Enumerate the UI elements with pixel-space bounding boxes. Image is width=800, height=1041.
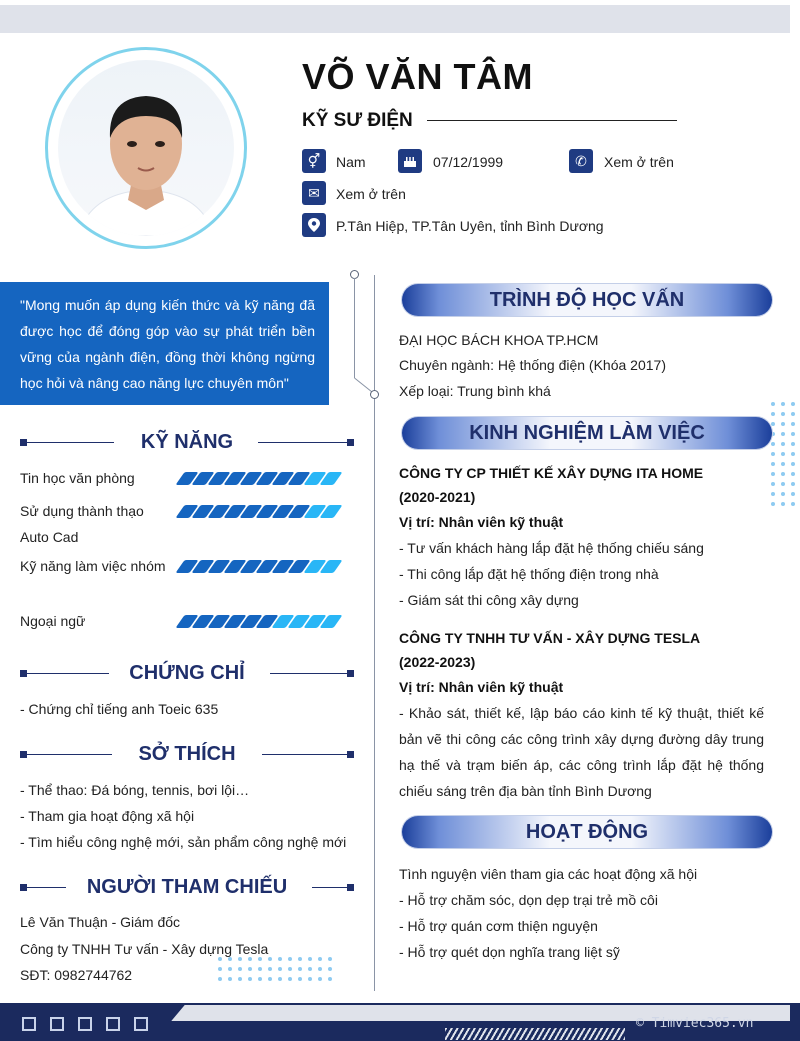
decorative-dot xyxy=(781,472,785,476)
phone-value: Xem ở trên xyxy=(604,154,674,170)
hobbies-title: SỞ THÍCH xyxy=(138,743,236,765)
section-line xyxy=(270,673,352,674)
reference-item: Công ty TNHH Tư vấn - Xây dựng Tesla xyxy=(20,941,269,957)
footer-square xyxy=(78,1017,92,1031)
job-position: Vị trí: Nhân viên kỹ thuật xyxy=(399,679,564,695)
job-period: (2020-2021) xyxy=(399,489,476,505)
decorative-dot xyxy=(771,402,775,406)
job-task: - Tư vấn khách hàng lắp đặt hệ thống chiếu sáng xyxy=(399,540,704,556)
decorative-dot xyxy=(791,462,795,466)
job-title: KỸ SƯ ĐIỆN xyxy=(302,110,413,131)
decorative-dot xyxy=(218,957,222,961)
activity-item: - Hỗ trợ quét dọn nghĩa trang liệt sỹ xyxy=(399,944,620,960)
decorative-dot xyxy=(268,957,272,961)
decorative-dot xyxy=(781,412,785,416)
decorative-dot xyxy=(791,482,795,486)
activity-item: Tình nguyện viên tham gia các hoạt động xã hội xyxy=(399,866,698,882)
decorative-dot xyxy=(308,967,312,971)
timeline-node xyxy=(370,390,379,399)
career-objective: "Mong muốn áp dụng kiến thức và kỹ năng đã được học để đóng góp vào sự phát triển bền vững của ngành điện, đồng thời không ngừng học hỏi và nâng cao năng lực chuyên môn" xyxy=(0,282,329,405)
section-line xyxy=(24,442,114,443)
skill-label: Kỹ năng làm việc nhóm xyxy=(20,558,166,574)
decorative-dot xyxy=(288,977,292,981)
decorative-dot xyxy=(228,967,232,971)
experience-title: KINH NGHIỆM LÀM VIỆC xyxy=(469,422,705,444)
reference-item: SĐT: 0982744762 xyxy=(20,967,133,983)
decorative-dot-grid xyxy=(771,402,795,506)
decorative-dot xyxy=(228,957,232,961)
decorative-dot xyxy=(791,472,795,476)
gender-value: Nam xyxy=(336,154,366,170)
birthday-cake-icon xyxy=(398,149,422,173)
job-period: (2022-2023) xyxy=(399,654,476,670)
decorative-dot xyxy=(781,492,785,496)
skill-label: Sử dụng thành thạo Auto Cad xyxy=(20,503,144,545)
decorative-dot xyxy=(258,977,262,981)
references-title: NGƯỜI THAM CHIẾU xyxy=(86,876,288,898)
decorative-dot xyxy=(791,502,795,506)
title-divider xyxy=(427,120,677,121)
decorative-dot xyxy=(278,977,282,981)
portrait-image xyxy=(58,60,234,236)
decorative-dot xyxy=(771,482,775,486)
education-title: TRÌNH ĐỘ HỌC VẤN xyxy=(489,289,685,311)
section-line xyxy=(24,673,109,674)
skill-rating-bar xyxy=(180,505,338,518)
section-marker xyxy=(347,884,354,891)
address-value: P.Tân Hiệp, TP.Tân Uyên, tỉnh Bình Dương xyxy=(336,218,604,234)
footer-hatch xyxy=(445,1028,625,1040)
skill-rating-bar xyxy=(180,560,338,573)
decorative-dot xyxy=(278,967,282,971)
certificate-item: - Chứng chỉ tiếng anh Toeic 635 xyxy=(20,701,219,717)
decorative-dot xyxy=(318,977,322,981)
decorative-dot xyxy=(248,967,252,971)
decorative-dot xyxy=(791,422,795,426)
birthday-value: 07/12/1999 xyxy=(433,154,504,170)
decorative-dot xyxy=(771,472,775,476)
decorative-dot xyxy=(238,977,242,981)
job-task: - Giám sát thi công xây dựng xyxy=(399,592,579,608)
candidate-name: VÕ VĂN TÂM xyxy=(302,56,534,97)
decorative-dot xyxy=(248,977,252,981)
decorative-dot-grid xyxy=(218,957,332,981)
decorative-dot xyxy=(328,977,332,981)
education-grade: Xếp loại: Trung bình khá xyxy=(399,383,551,399)
decorative-dot xyxy=(781,482,785,486)
copyright-text: © Timviec365.vn xyxy=(636,1016,754,1031)
hobby-item: - Thể thao: Đá bóng, tennis, bơi lội… xyxy=(20,782,250,798)
decorative-dot xyxy=(298,957,302,961)
decorative-dot xyxy=(781,502,785,506)
education-major: Chuyên ngành: Hệ thống điện (Khóa 2017) xyxy=(399,357,666,373)
section-marker xyxy=(347,439,354,446)
decorative-dot xyxy=(328,967,332,971)
decorative-dot xyxy=(298,967,302,971)
section-marker xyxy=(347,751,354,758)
reference-item: Lê Văn Thuận - Giám đốc xyxy=(20,914,181,930)
skill-label: Ngoại ngữ xyxy=(20,613,86,629)
section-line xyxy=(262,754,352,755)
hobby-item: - Tham gia hoạt động xã hội xyxy=(20,808,195,824)
decorative-dot xyxy=(771,412,775,416)
decorative-dot xyxy=(318,967,322,971)
hobby-item: - Tìm hiểu công nghệ mới, sản phẩm công nghệ mới xyxy=(20,834,347,850)
decorative-dot xyxy=(258,967,262,971)
timeline-connector xyxy=(350,278,380,398)
job-task: - Thi công lắp đặt hệ thống điện trong nhà xyxy=(399,566,659,582)
footer-square xyxy=(106,1017,120,1031)
job-position: Vị trí: Nhân viên kỹ thuật xyxy=(399,514,564,530)
decorative-dot xyxy=(318,957,322,961)
footer-square xyxy=(22,1017,36,1031)
avatar xyxy=(58,60,234,236)
location-pin-icon xyxy=(302,213,326,237)
job-task: - Khảo sát, thiết kế, lập báo cáo kinh tế kỹ thuật, thiết kế bản vẽ thi công các công trình xây dựng đường dây trung hạ thế và trạm biến áp, các công trình lắp đặt hệ thống chiếu sáng trên địa bàn tỉnh Bình Dương xyxy=(399,705,764,799)
decorative-dot xyxy=(238,967,242,971)
decorative-dot xyxy=(238,957,242,961)
decorative-dot xyxy=(248,957,252,961)
skill-label: Tin học văn phòng xyxy=(20,470,135,486)
decorative-dot xyxy=(791,492,795,496)
section-line xyxy=(258,442,352,443)
phone-icon: ✆ xyxy=(569,149,593,173)
decorative-dot xyxy=(218,977,222,981)
section-marker xyxy=(347,670,354,677)
decorative-dot xyxy=(771,462,775,466)
email-icon: ✉ xyxy=(302,181,326,205)
decorative-dot xyxy=(288,967,292,971)
decorative-dot xyxy=(781,462,785,466)
section-line xyxy=(312,887,352,888)
activity-item: - Hỗ trợ chăm sóc, dọn dẹp trại trẻ mồ côi xyxy=(399,892,658,908)
activity-item: - Hỗ trợ quán cơm thiện nguyện xyxy=(399,918,598,934)
skill-rating-bar xyxy=(180,615,338,628)
section-line xyxy=(24,754,112,755)
education-school: ĐẠI HỌC BÁCH KHOA TP.HCM xyxy=(399,332,599,348)
decorative-dot xyxy=(791,452,795,456)
decorative-dot xyxy=(781,432,785,436)
decorative-dot xyxy=(781,402,785,406)
decorative-dot xyxy=(268,967,272,971)
decorative-dot xyxy=(771,502,775,506)
company-name: CÔNG TY CP THIẾT KẾ XÂY DỰNG ITA HOME xyxy=(399,465,704,481)
company-name: CÔNG TY TNHH TƯ VẤN - XÂY DỰNG TESLA xyxy=(399,630,701,646)
decorative-dot xyxy=(288,957,292,961)
decorative-dot xyxy=(791,412,795,416)
email-value: Xem ở trên xyxy=(336,186,406,202)
decorative-dot xyxy=(308,957,312,961)
decorative-dot xyxy=(781,452,785,456)
decorative-dot xyxy=(308,977,312,981)
skills-title: KỸ NĂNG xyxy=(140,431,234,453)
gender-icon: ⚥ xyxy=(302,149,326,173)
decorative-dot xyxy=(228,977,232,981)
decorative-dot xyxy=(258,957,262,961)
section-line xyxy=(24,887,66,888)
footer-square xyxy=(50,1017,64,1031)
decorative-dot xyxy=(791,432,795,436)
decorative-dot xyxy=(771,452,775,456)
decorative-dot xyxy=(791,442,795,446)
decorative-dot xyxy=(791,402,795,406)
top-bar xyxy=(0,5,790,33)
decorative-dot xyxy=(328,957,332,961)
decorative-dot xyxy=(781,422,785,426)
decorative-dot xyxy=(218,967,222,971)
decorative-dot xyxy=(298,977,302,981)
decorative-dot xyxy=(268,977,272,981)
activities-title: HOẠT ĐỘNG xyxy=(525,821,649,843)
decorative-dot xyxy=(278,957,282,961)
decorative-dot xyxy=(771,492,775,496)
decorative-dot xyxy=(781,442,785,446)
certificates-title: CHỨNG CHỈ xyxy=(129,662,245,684)
skill-rating-bar xyxy=(180,472,338,485)
footer-square xyxy=(134,1017,148,1031)
